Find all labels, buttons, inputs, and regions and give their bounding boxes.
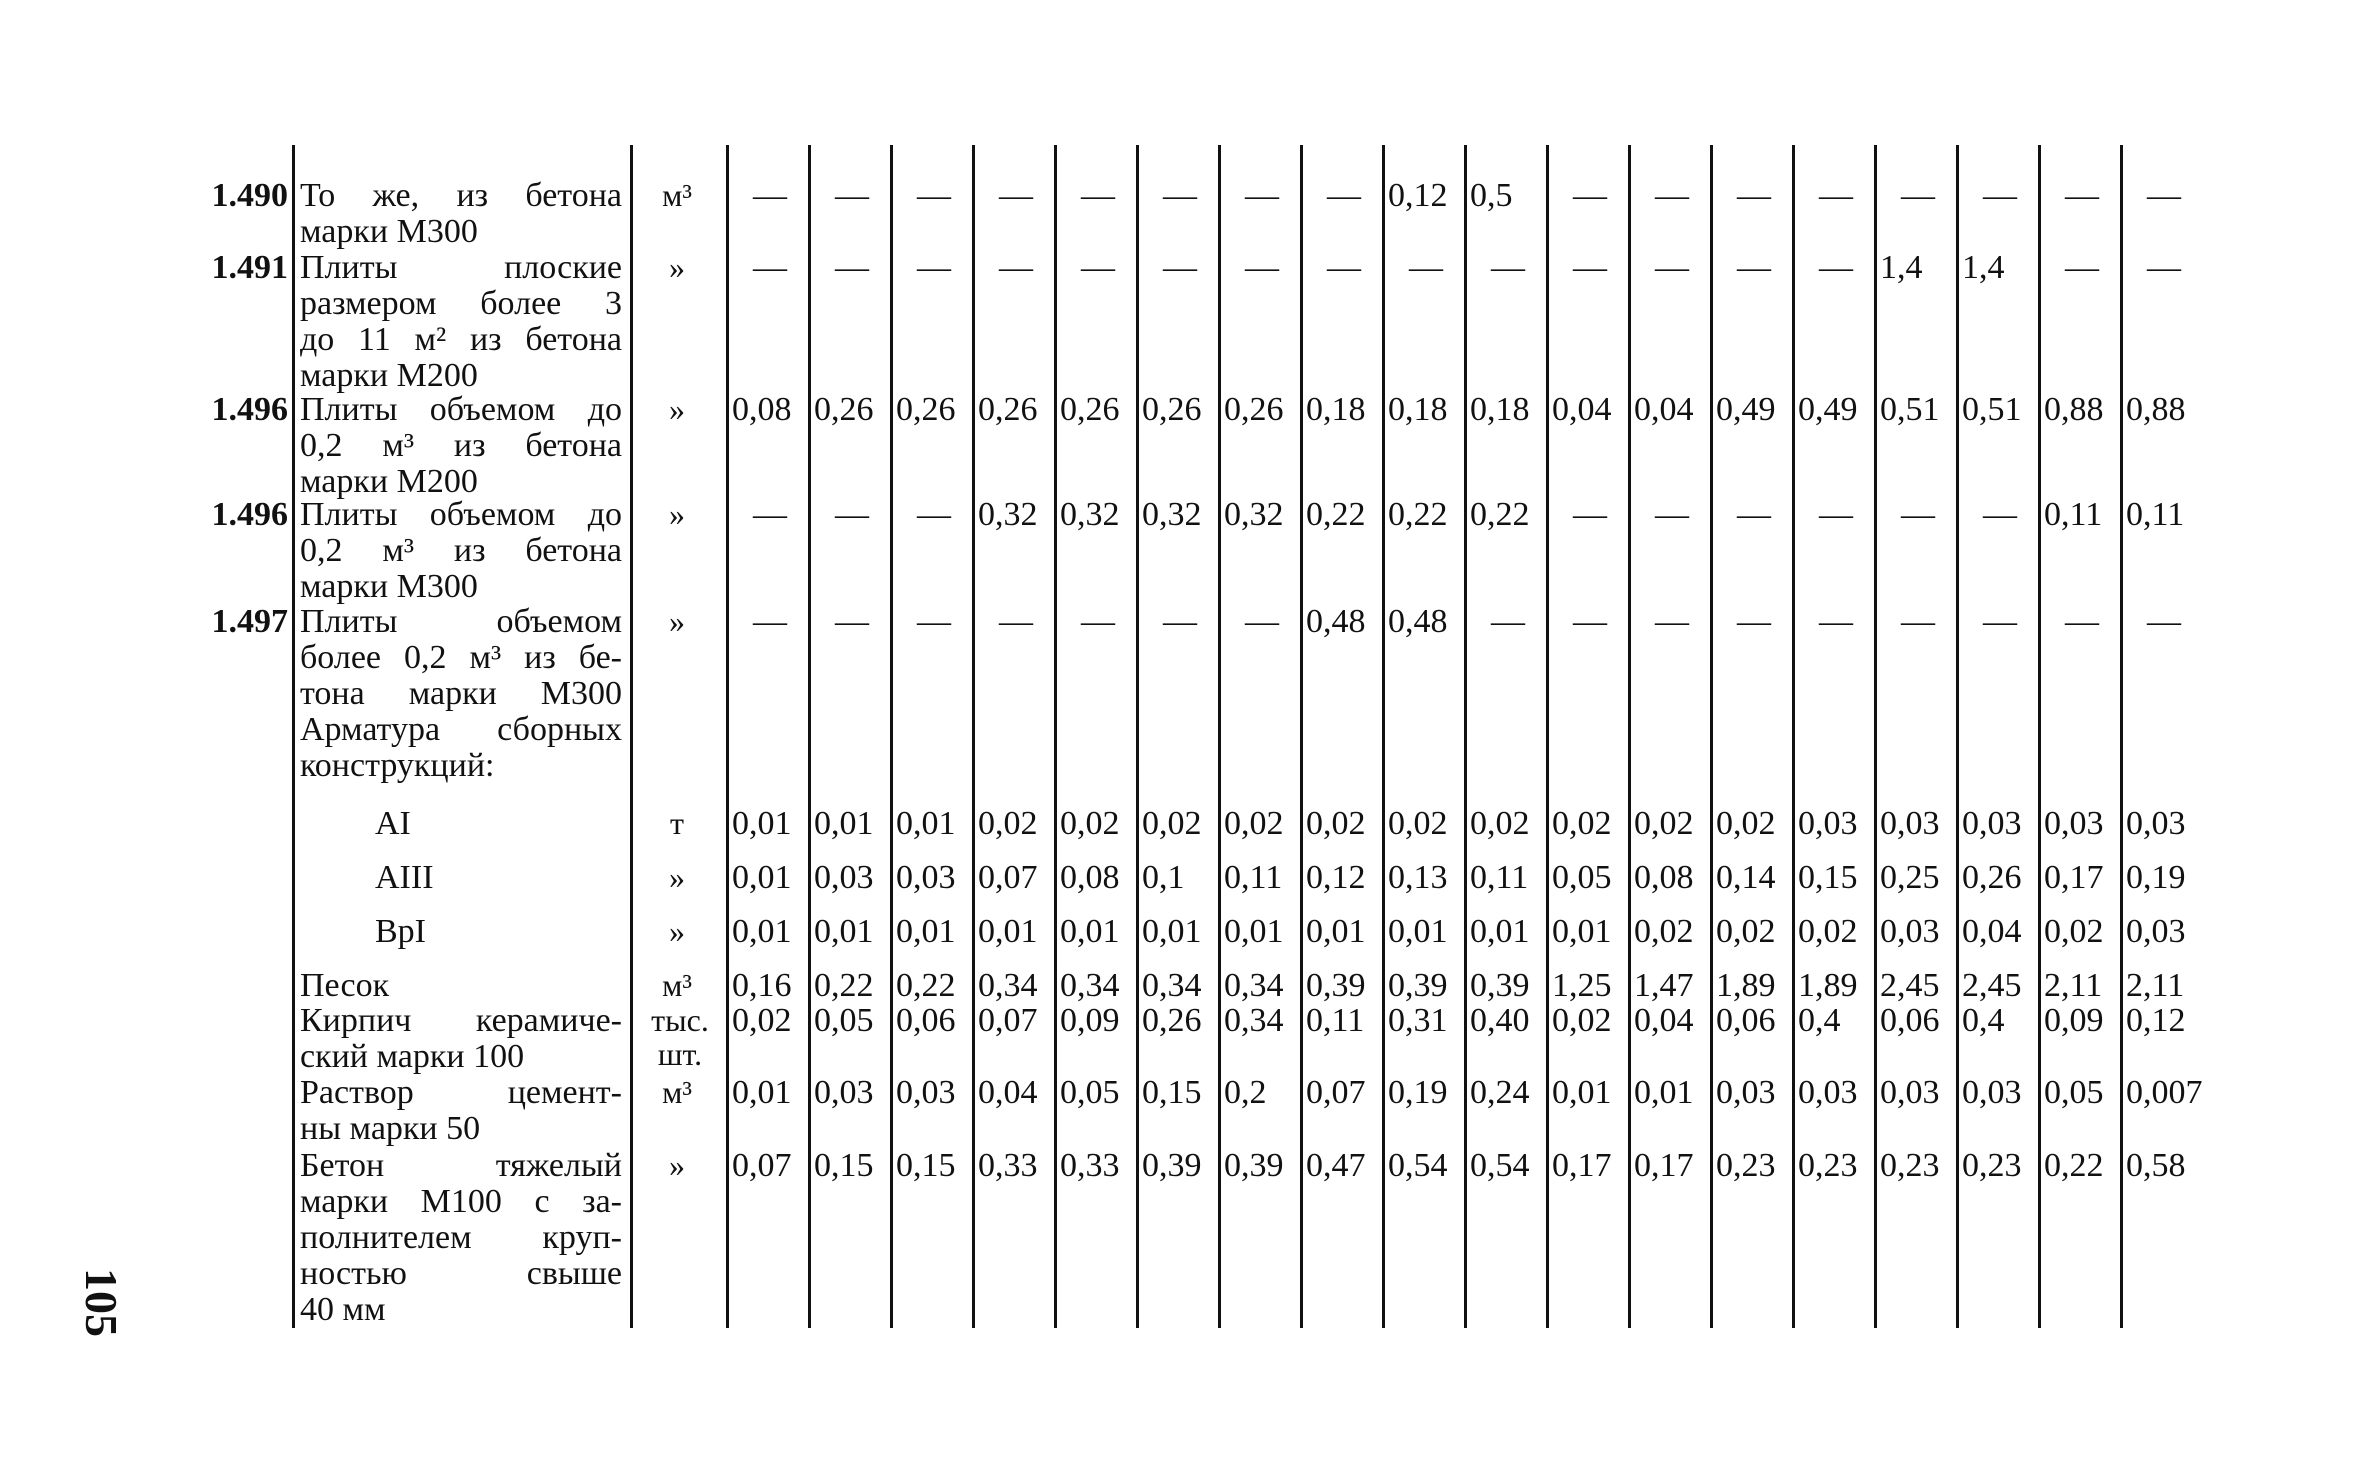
value-cell: 0,23 <box>1716 1147 1776 1184</box>
value-cell: 0,02 <box>1552 805 1612 842</box>
empty-cell-dash: — <box>1819 249 1853 286</box>
value-cell: 0,12 <box>1388 177 1448 214</box>
value-cell: 0,39 <box>1306 967 1366 1004</box>
row-unit: » <box>669 496 685 532</box>
value-cell: 0,17 <box>1634 1147 1694 1184</box>
value-cell: 0,40 <box>1470 1002 1530 1039</box>
row-description-line: ны марки 50 <box>300 1110 481 1147</box>
value-cell: 0,34 <box>1224 967 1284 1004</box>
value-cell: 1,25 <box>1552 967 1612 1004</box>
value-cell: 0,07 <box>978 1002 1038 1039</box>
value-cell: 0,03 <box>2044 805 2104 842</box>
empty-cell-dash: — <box>1327 249 1361 286</box>
row-description-line: полнителем круп- <box>300 1219 622 1256</box>
value-cell: 0,03 <box>896 1074 956 1111</box>
value-cell: 0,03 <box>1880 1074 1940 1111</box>
empty-cell-dash: — <box>1737 603 1771 640</box>
empty-cell-dash: — <box>2147 249 2181 286</box>
empty-cell-dash: — <box>753 496 787 533</box>
row-unit: » <box>669 391 685 427</box>
row-unit: » <box>669 603 685 639</box>
empty-cell-dash: — <box>1737 177 1771 214</box>
value-cell: 0,07 <box>732 1147 792 1184</box>
value-cell: 0,03 <box>814 859 874 896</box>
value-cell: 0,01 <box>1142 913 1202 950</box>
row-description-line: Плиты объемом <box>300 603 622 640</box>
empty-cell-dash: — <box>1081 177 1115 214</box>
value-cell: 0,01 <box>1306 913 1366 950</box>
value-cell: 0,22 <box>1470 496 1530 533</box>
empty-cell-dash: — <box>835 603 869 640</box>
row-unit: тыс. шт. <box>651 1002 709 1072</box>
value-cell: 1,4 <box>1880 249 1923 286</box>
value-cell: 0,22 <box>2044 1147 2104 1184</box>
value-cell: 0,01 <box>1634 1074 1694 1111</box>
value-cell: 0,49 <box>1798 391 1858 428</box>
value-cell: 0,15 <box>814 1147 874 1184</box>
row-unit: » <box>669 859 685 895</box>
value-cell: 0,01 <box>1552 913 1612 950</box>
value-cell: 0,03 <box>2126 913 2186 950</box>
value-cell: 0,02 <box>978 805 1038 842</box>
row-description-line: марки М200 <box>300 357 478 394</box>
value-cell: 0,09 <box>1060 1002 1120 1039</box>
empty-cell-dash: — <box>2065 177 2099 214</box>
row-unit: » <box>669 913 685 949</box>
empty-cell-dash: — <box>1901 603 1935 640</box>
value-cell: 0,03 <box>1880 805 1940 842</box>
page-number: 105 <box>76 1268 127 1337</box>
value-cell: 0,03 <box>896 859 956 896</box>
rebar-class-label: BpI <box>375 913 426 950</box>
row-description-line: марки М100 с за- <box>300 1183 622 1220</box>
row-description-line: 40 мм <box>300 1291 386 1328</box>
value-cell: 0,04 <box>1552 391 1612 428</box>
value-cell: 1,89 <box>1716 967 1776 1004</box>
row-unit: м³ <box>662 177 692 213</box>
value-cell: 0,26 <box>978 391 1038 428</box>
empty-cell-dash: — <box>1573 603 1607 640</box>
value-cell: 0,34 <box>978 967 1038 1004</box>
value-cell: 0,4 <box>1798 1002 1841 1039</box>
value-cell: 0,01 <box>1224 913 1284 950</box>
value-cell: 0,26 <box>1224 391 1284 428</box>
empty-cell-dash: — <box>1983 603 2017 640</box>
empty-cell-dash: — <box>1327 177 1361 214</box>
row-description-line: более 0,2 м³ из бе- <box>300 639 622 676</box>
value-cell: 0,23 <box>1880 1147 1940 1184</box>
empty-cell-dash: — <box>1081 603 1115 640</box>
value-cell: 0,48 <box>1306 603 1366 640</box>
value-cell: 0,33 <box>978 1147 1038 1184</box>
value-cell: 0,05 <box>814 1002 874 1039</box>
empty-cell-dash: — <box>1163 603 1197 640</box>
value-cell: 0,32 <box>1224 496 1284 533</box>
value-cell: 0,01 <box>732 859 792 896</box>
empty-cell-dash: — <box>1655 177 1689 214</box>
value-cell: 0,01 <box>1060 913 1120 950</box>
value-cell: 0,01 <box>732 805 792 842</box>
empty-cell-dash: — <box>1819 496 1853 533</box>
empty-cell-dash: — <box>917 603 951 640</box>
value-cell: 2,11 <box>2044 967 2103 1004</box>
row-description-line: тона марки М300 <box>300 675 622 712</box>
empty-cell-dash: — <box>999 249 1033 286</box>
value-cell: 0,02 <box>1634 913 1694 950</box>
empty-cell-dash: — <box>1983 496 2017 533</box>
value-cell: 0,02 <box>1552 1002 1612 1039</box>
empty-cell-dash: — <box>835 496 869 533</box>
value-cell: 0,02 <box>732 1002 792 1039</box>
value-cell: 0,01 <box>814 805 874 842</box>
empty-cell-dash: — <box>1245 603 1279 640</box>
row-unit: » <box>669 1147 685 1183</box>
row-description-line: ский марки 100 <box>300 1038 525 1075</box>
value-cell: 0,02 <box>2044 913 2104 950</box>
value-cell: 0,06 <box>896 1002 956 1039</box>
empty-cell-dash: — <box>1737 249 1771 286</box>
value-cell: 0,48 <box>1388 603 1448 640</box>
value-cell: 0,51 <box>1880 391 1940 428</box>
row-description-line: Плиты плоские <box>300 249 622 286</box>
value-cell: 0,05 <box>1552 859 1612 896</box>
value-cell: 0,03 <box>1880 913 1940 950</box>
value-cell: 0,02 <box>1306 805 1366 842</box>
row-unit: т <box>670 805 684 841</box>
value-cell: 0,03 <box>814 1074 874 1111</box>
empty-cell-dash: — <box>1655 249 1689 286</box>
empty-cell-dash: — <box>2065 249 2099 286</box>
empty-cell-dash: — <box>835 177 869 214</box>
row-description-line: Арматура сборных <box>300 711 622 748</box>
row-code: 1.491 <box>211 249 288 286</box>
value-cell: 0,11 <box>2126 496 2185 533</box>
value-cell: 0,33 <box>1060 1147 1120 1184</box>
empty-cell-dash: — <box>999 603 1033 640</box>
row-code: 1.496 <box>211 496 288 533</box>
value-cell: 0,22 <box>1306 496 1366 533</box>
row-code: 1.496 <box>211 391 288 428</box>
value-cell: 0,12 <box>2126 1002 2186 1039</box>
value-cell: 0,02 <box>1634 805 1694 842</box>
empty-cell-dash: — <box>1081 249 1115 286</box>
value-cell: 0,34 <box>1224 1002 1284 1039</box>
value-cell: 2,45 <box>1962 967 2022 1004</box>
value-cell: 0,08 <box>732 391 792 428</box>
value-cell: 0,18 <box>1306 391 1366 428</box>
value-cell: 0,02 <box>1388 805 1448 842</box>
empty-cell-dash: — <box>999 177 1033 214</box>
row-description-line: Бетон тяжелый <box>300 1147 622 1184</box>
value-cell: 0,18 <box>1388 391 1448 428</box>
value-cell: 0,22 <box>896 967 956 1004</box>
value-cell: 0,58 <box>2126 1147 2186 1184</box>
value-cell: 0,11 <box>1470 859 1529 896</box>
row-unit: м³ <box>662 1074 692 1110</box>
value-cell: 0,2 <box>1224 1074 1267 1111</box>
empty-cell-dash: — <box>1901 177 1935 214</box>
value-cell: 0,22 <box>814 967 874 1004</box>
value-cell: 0,02 <box>1716 805 1776 842</box>
empty-cell-dash: — <box>2147 603 2181 640</box>
value-cell: 0,54 <box>1388 1147 1448 1184</box>
value-cell: 0,01 <box>732 913 792 950</box>
value-cell: 0,5 <box>1470 177 1513 214</box>
value-cell: 0,23 <box>1962 1147 2022 1184</box>
value-cell: 0,06 <box>1716 1002 1776 1039</box>
value-cell: 0,88 <box>2126 391 2186 428</box>
empty-cell-dash: — <box>753 249 787 286</box>
value-cell: 0,01 <box>1470 913 1530 950</box>
row-description-line: конструкций: <box>300 747 495 784</box>
empty-cell-dash: — <box>753 603 787 640</box>
value-cell: 0,31 <box>1388 1002 1448 1039</box>
empty-cell-dash: — <box>1655 496 1689 533</box>
value-cell: 0,39 <box>1142 1147 1202 1184</box>
value-cell: 0,11 <box>2044 496 2103 533</box>
empty-cell-dash: — <box>1983 177 2017 214</box>
value-cell: 0,01 <box>1388 913 1448 950</box>
value-cell: 0,47 <box>1306 1147 1366 1184</box>
value-cell: 0,13 <box>1388 859 1448 896</box>
empty-cell-dash: — <box>1655 603 1689 640</box>
value-cell: 0,11 <box>1306 1002 1365 1039</box>
rebar-class-label: AI <box>375 805 411 842</box>
row-description-line: Раствор цемент- <box>300 1074 622 1111</box>
empty-cell-dash: — <box>1163 249 1197 286</box>
value-cell: 0,01 <box>896 913 956 950</box>
value-cell: 2,11 <box>2126 967 2185 1004</box>
value-cell: 1,89 <box>1798 967 1858 1004</box>
value-cell: 0,1 <box>1142 859 1185 896</box>
value-cell: 0,19 <box>1388 1074 1448 1111</box>
empty-cell-dash: — <box>835 249 869 286</box>
column-rule <box>292 145 295 1328</box>
value-cell: 0,17 <box>2044 859 2104 896</box>
value-cell: 0,08 <box>1060 859 1120 896</box>
empty-cell-dash: — <box>1491 603 1525 640</box>
value-cell: 0,08 <box>1634 859 1694 896</box>
value-cell: 0,88 <box>2044 391 2104 428</box>
row-description-line: марки М200 <box>300 463 478 500</box>
empty-cell-dash: — <box>753 177 787 214</box>
value-cell: 0,03 <box>2126 805 2186 842</box>
value-cell: 0,01 <box>814 913 874 950</box>
value-cell: 0,05 <box>1060 1074 1120 1111</box>
value-cell: 0,26 <box>1962 859 2022 896</box>
value-cell: 0,39 <box>1224 1147 1284 1184</box>
value-cell: 0,02 <box>1224 805 1284 842</box>
value-cell: 0,03 <box>1962 805 2022 842</box>
value-cell: 0,04 <box>1634 1002 1694 1039</box>
rebar-class-label: AIII <box>375 859 434 896</box>
value-cell: 0,03 <box>1962 1074 2022 1111</box>
value-cell: 0,32 <box>1142 496 1202 533</box>
empty-cell-dash: — <box>1245 177 1279 214</box>
empty-cell-dash: — <box>1573 177 1607 214</box>
value-cell: 0,07 <box>1306 1074 1366 1111</box>
value-cell: 0,24 <box>1470 1074 1530 1111</box>
value-cell: 0,04 <box>1962 913 2022 950</box>
value-cell: 0,01 <box>1552 1074 1612 1111</box>
empty-cell-dash: — <box>1409 249 1443 286</box>
row-description-line: до 11 м² из бетона <box>300 321 622 358</box>
value-cell: 0,03 <box>1798 1074 1858 1111</box>
value-cell: 0,14 <box>1716 859 1776 896</box>
value-cell: 0,11 <box>1224 859 1283 896</box>
row-description-line: ностью свыше <box>300 1255 622 1292</box>
row-unit: » <box>669 249 685 285</box>
empty-cell-dash: — <box>2147 177 2181 214</box>
empty-cell-dash: — <box>917 249 951 286</box>
row-description-line: Плиты объемом до <box>300 391 622 428</box>
row-description-line: размером более 3 <box>300 285 622 322</box>
value-cell: 0,03 <box>1716 1074 1776 1111</box>
value-cell: 0,39 <box>1470 967 1530 1004</box>
value-cell: 0,25 <box>1880 859 1940 896</box>
value-cell: 0,12 <box>1306 859 1366 896</box>
value-cell: 0,02 <box>1470 805 1530 842</box>
value-cell: 0,04 <box>978 1074 1038 1111</box>
value-cell: 0,01 <box>896 805 956 842</box>
value-cell: 0,15 <box>896 1147 956 1184</box>
value-cell: 2,45 <box>1880 967 1940 1004</box>
empty-cell-dash: — <box>1573 249 1607 286</box>
value-cell: 0,23 <box>1798 1147 1858 1184</box>
value-cell: 0,03 <box>1798 805 1858 842</box>
row-description-line: 0,2 м³ из бетона <box>300 532 622 569</box>
row-description-line: Плиты объемом до <box>300 496 622 533</box>
value-cell: 0,54 <box>1470 1147 1530 1184</box>
empty-cell-dash: — <box>1491 249 1525 286</box>
value-cell: 0,49 <box>1716 391 1776 428</box>
value-cell: 0,007 <box>2126 1074 2203 1111</box>
value-cell: 0,32 <box>1060 496 1120 533</box>
value-cell: 0,02 <box>1060 805 1120 842</box>
empty-cell-dash: — <box>1573 496 1607 533</box>
row-description-line: Кирпич керамиче- <box>300 1002 622 1039</box>
value-cell: 0,51 <box>1962 391 2022 428</box>
empty-cell-dash: — <box>1819 177 1853 214</box>
value-cell: 0,26 <box>896 391 956 428</box>
row-code: 1.497 <box>211 603 288 640</box>
empty-cell-dash: — <box>917 177 951 214</box>
row-description-line: Песок <box>300 967 390 1004</box>
empty-cell-dash: — <box>1819 603 1853 640</box>
row-code: 1.490 <box>211 177 288 214</box>
empty-cell-dash: — <box>1245 249 1279 286</box>
value-cell: 1,4 <box>1962 249 2005 286</box>
value-cell: 0,01 <box>978 913 1038 950</box>
value-cell: 0,16 <box>732 967 792 1004</box>
value-cell: 1,47 <box>1634 967 1694 1004</box>
value-cell: 0,01 <box>732 1074 792 1111</box>
row-description-line: 0,2 м³ из бетона <box>300 427 622 464</box>
value-cell: 0,34 <box>1060 967 1120 1004</box>
value-cell: 0,19 <box>2126 859 2186 896</box>
value-cell: 0,02 <box>1716 913 1776 950</box>
value-cell: 0,18 <box>1470 391 1530 428</box>
value-cell: 0,17 <box>1552 1147 1612 1184</box>
empty-cell-dash: — <box>1901 496 1935 533</box>
value-cell: 0,26 <box>1142 1002 1202 1039</box>
row-description-line: марки М300 <box>300 568 478 605</box>
value-cell: 0,09 <box>2044 1002 2104 1039</box>
empty-cell-dash: — <box>2065 603 2099 640</box>
value-cell: 0,15 <box>1798 859 1858 896</box>
value-cell: 0,32 <box>978 496 1038 533</box>
value-cell: 0,39 <box>1388 967 1448 1004</box>
value-cell: 0,04 <box>1634 391 1694 428</box>
value-cell: 0,26 <box>814 391 874 428</box>
row-description-line: То же, из бетона <box>300 177 622 214</box>
value-cell: 0,22 <box>1388 496 1448 533</box>
value-cell: 0,07 <box>978 859 1038 896</box>
row-unit: м³ <box>662 967 692 1003</box>
value-cell: 0,26 <box>1060 391 1120 428</box>
value-cell: 0,4 <box>1962 1002 2005 1039</box>
value-cell: 0,06 <box>1880 1002 1940 1039</box>
value-cell: 0,26 <box>1142 391 1202 428</box>
empty-cell-dash: — <box>1163 177 1197 214</box>
value-cell: 0,05 <box>2044 1074 2104 1111</box>
empty-cell-dash: — <box>1737 496 1771 533</box>
value-cell: 0,02 <box>1798 913 1858 950</box>
value-cell: 0,15 <box>1142 1074 1202 1111</box>
value-cell: 0,34 <box>1142 967 1202 1004</box>
row-description-line: марки М300 <box>300 213 478 250</box>
empty-cell-dash: — <box>917 496 951 533</box>
value-cell: 0,02 <box>1142 805 1202 842</box>
